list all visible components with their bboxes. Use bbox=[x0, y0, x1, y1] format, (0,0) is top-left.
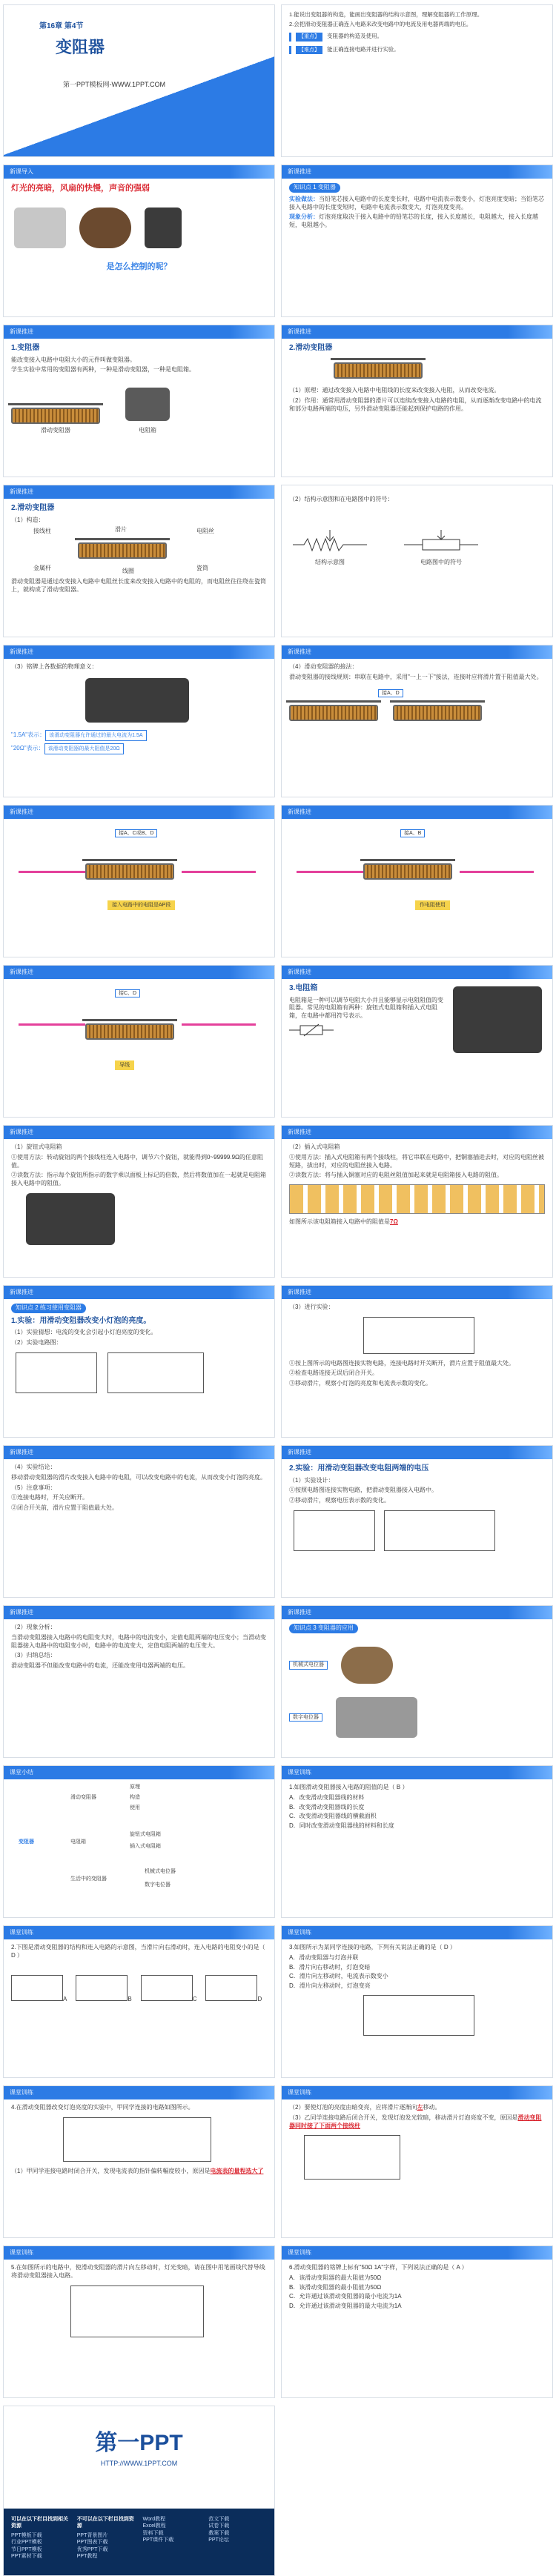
quiz-4-slide[interactable] bbox=[3, 2085, 275, 2238]
rheostat-image bbox=[393, 705, 482, 721]
quiz-option[interactable]: D．滑片向左移动时，灯泡变亮 bbox=[289, 1982, 371, 1990]
text: 能改变接入电路中电阻大小的元件叫做变阻器。 bbox=[11, 356, 136, 363]
nameplate-slide[interactable] bbox=[3, 645, 275, 797]
footer-link[interactable]: 试卷下载 bbox=[208, 2523, 230, 2529]
quiz-option[interactable]: C．滑片向左移动时，电流表示数变小 bbox=[289, 1973, 388, 1980]
answer: 该滑动变阻器的最大阻值是20Ω bbox=[44, 743, 124, 754]
knob-box-image bbox=[26, 1193, 115, 1245]
text: ②读数方法：将与插入铜塞对应的电阻丝阻值加起来就是电阻箱接入电路的阻值。 bbox=[289, 1172, 503, 1179]
brand-url[interactable]: HTTP://WWW.1PPT.COM bbox=[100, 2459, 178, 2467]
caption: 电路图中的符号 bbox=[420, 558, 462, 565]
row-3 bbox=[0, 325, 556, 477]
tree-leaf: 插入式电阻箱 bbox=[130, 1844, 161, 1849]
quiz-1-slide[interactable] bbox=[281, 1765, 553, 1918]
quiz-option[interactable]: C．改变滑动变阻器线的横截面积 bbox=[289, 1813, 377, 1820]
quiz-option[interactable]: C．允许通过该滑动变阻器的最小电流为1A bbox=[289, 2293, 402, 2300]
quiz-7-slide[interactable] bbox=[281, 2245, 553, 2398]
label: "1.5A"表示： bbox=[11, 731, 46, 738]
slide-bar: 新课推进 bbox=[282, 1126, 552, 1139]
text: ①按照电路图连接实物电路，把滑动变阻器接入电路中。 bbox=[289, 1487, 437, 1494]
footer-link[interactable]: 节日PPT模板 bbox=[11, 2546, 42, 2552]
row-14 bbox=[0, 2085, 556, 2238]
slide-bar: 课堂训练 bbox=[282, 1926, 552, 1939]
quiz-option[interactable]: B bbox=[128, 1995, 132, 2002]
footer-row bbox=[0, 2406, 556, 2576]
footer-link[interactable]: 范文下载 bbox=[208, 2517, 230, 2522]
text: （3）归纳总结： bbox=[11, 1652, 56, 1659]
text: ①连接电路时，开关应断开。 bbox=[11, 1494, 88, 1501]
wire bbox=[182, 871, 256, 873]
footer-link[interactable]: 优秀PPT下载 bbox=[76, 2546, 108, 2552]
answer: 左 bbox=[417, 2104, 423, 2111]
diff-text: 能正确连接电路并进行实验。 bbox=[327, 45, 400, 53]
quiz-option[interactable]: D．同时改变滑动变阻器线的材料和长度 bbox=[289, 1822, 394, 1830]
tree-leaf: 构造 bbox=[130, 1795, 140, 1800]
plug-box-slide[interactable] bbox=[281, 1125, 553, 1278]
quiz-option[interactable]: B．该滑动变阻器的最小阻值为50Ω bbox=[289, 2283, 382, 2291]
slide-bar: 新课推进 bbox=[4, 1286, 274, 1299]
sliding-rheostat-slide[interactable] bbox=[281, 325, 553, 477]
rheostat-image bbox=[85, 863, 174, 880]
heading: 1.变阻器 bbox=[11, 344, 40, 352]
slide-bar: 课堂训练 bbox=[282, 1766, 552, 1779]
objective-2: 2.会把滑动变阻器正确连入电路来改变电路中的电流及用电器两端的电压。 bbox=[289, 21, 472, 28]
part-label: 滑片 bbox=[115, 526, 127, 534]
text: 滑动变阻器是通过改变接入电路中电阻丝长度来改变接入电路中的电阻的，而电阻丝往往绕在瓷筒上，就构成了滑动变阻器。 bbox=[11, 578, 266, 594]
option-diagram bbox=[11, 1975, 63, 2001]
structure-slide[interactable] bbox=[3, 485, 275, 637]
text: ①使用方法：插入式电阻箱有两个接线柱，将它串联在电路中，把铜塞插进去时，对应的电阻丝被短路，拔出时，对应的电阻丝接入电路。 bbox=[289, 1153, 544, 1169]
text: （5）注意事项： bbox=[11, 1484, 56, 1491]
row-11 bbox=[0, 1605, 556, 1758]
caption: 机械式电位器 bbox=[289, 1661, 328, 1669]
tree-root: 变阻器 bbox=[19, 1839, 34, 1845]
text: （2）插入式电阻箱 bbox=[289, 1143, 340, 1150]
footer-col-title: 不可以在以下栏目找到资源 bbox=[76, 2517, 134, 2529]
wiring-cd-slide[interactable] bbox=[3, 965, 275, 1118]
wire bbox=[19, 871, 85, 873]
answer: 电流表的量程选大了 bbox=[210, 2167, 264, 2174]
wiring-ac-slide[interactable] bbox=[3, 805, 275, 957]
usage-slide[interactable] bbox=[281, 645, 553, 797]
footer-link[interactable]: PPT素材下载 bbox=[11, 2554, 42, 2560]
footer-link[interactable]: PPT教程 bbox=[76, 2554, 98, 2560]
slide-bar: 新课推进 bbox=[282, 1606, 552, 1619]
slide-bar: 新课推进 bbox=[4, 645, 274, 659]
tree-node: 电阻箱 bbox=[70, 1839, 86, 1845]
circuit-photo bbox=[70, 2285, 204, 2337]
part-label: 瓷筒 bbox=[196, 565, 208, 572]
circuit-photo bbox=[363, 1995, 474, 2036]
answer: 该滑动变阻器允许通过的最大电流为1.5A bbox=[45, 730, 146, 741]
row-15 bbox=[0, 2245, 556, 2398]
slide-bar: 新课推进 bbox=[4, 806, 274, 819]
slide-bar: 课堂训练 bbox=[282, 2246, 552, 2260]
text: ②移动滑片，观察电压表示数的变化。 bbox=[289, 1497, 390, 1504]
key-tag: 【重点】 bbox=[296, 33, 322, 41]
k1-review-slide[interactable] bbox=[281, 165, 553, 317]
footer-slide[interactable] bbox=[3, 2406, 275, 2576]
footer-link[interactable]: PPT图表下载 bbox=[76, 2540, 108, 2546]
wire bbox=[19, 1023, 85, 1026]
text: ②读数方法：指示每个旋钮所指示的数字乘以面板上标记的倍数，然后将数值加在一起就是电阻箱接入电路中的阻值。 bbox=[11, 1172, 266, 1187]
text: （3）进行实验： bbox=[289, 1304, 334, 1310]
design-slide[interactable] bbox=[281, 1285, 553, 1438]
connection-pill: 接A、D bbox=[378, 689, 403, 697]
potentiometer-image bbox=[341, 1647, 393, 1684]
slide-bar: 新课推进 bbox=[282, 1286, 552, 1299]
heading: 2.滑动变阻器 bbox=[11, 504, 55, 512]
text: ①按上图所示的电路图连接实物电路，连接电路时开关断开，滑片应置于阻值最大处。 bbox=[289, 1359, 514, 1367]
cover-title: 变阻器 bbox=[56, 37, 105, 56]
rheostat-image bbox=[78, 542, 167, 559]
text: ②闭合开关前，滑片应置于阻值最大处。 bbox=[11, 1504, 118, 1512]
tree-node: 生活中的变阻器 bbox=[70, 1876, 107, 1882]
option-diagram bbox=[141, 1975, 193, 2001]
text: 当滑动变阻器接入电路中的电阻变大时，电路中的电流变小，定值电阻两端的电压变小；当滑动变阻器接入电路中的电阻变小时，电路中的电流变大，定值电阻两端的电压变大。 bbox=[11, 1633, 266, 1649]
text: （2）要使灯泡的亮度由暗变亮，应将滑片逐渐向 bbox=[289, 2104, 417, 2111]
exp2-slide[interactable] bbox=[281, 1445, 553, 1598]
text: 移动滑动变阻器的滑片改变接入电路中的电阻，可以改变电路中的电流，从而改变小灯泡的亮度。 bbox=[11, 1473, 266, 1481]
answer: 滑动变阻器同时接了下面两个接线柱 bbox=[289, 2114, 542, 2129]
slide-bar: 新课推进 bbox=[282, 806, 552, 819]
text: （1）甲同学连接电路时闭合开关，发现电流表的指针偏转幅度较小，原因是 bbox=[11, 2167, 211, 2174]
footer-link[interactable]: 教案下载 bbox=[208, 2530, 230, 2536]
option-diagram bbox=[76, 1975, 128, 2001]
connection-pill: 接A、B bbox=[400, 829, 425, 837]
caption: 数字电位器 bbox=[289, 1713, 322, 1722]
footer-link[interactable]: 行业PPT模板 bbox=[11, 2540, 42, 2546]
text: ②检查电路连接无误后闭合开关。 bbox=[289, 1370, 378, 1377]
slide-bar: 新课推进 bbox=[4, 485, 274, 499]
slide-bar: 新课推进 bbox=[4, 1446, 274, 1459]
text: 灯泡亮度取决于接入电路中的铅笔芯的长度，接入长度越长，电阻越大，接入长度越短，电阻越小。 bbox=[289, 213, 538, 229]
text: （2）现象分析： bbox=[11, 1624, 56, 1630]
quiz-option[interactable]: A．改变滑动变阻器线的材料 bbox=[289, 1793, 365, 1801]
circuit-photo bbox=[63, 2117, 211, 2162]
quiz-option[interactable]: B．改变滑动变阻器线的长度 bbox=[289, 1803, 365, 1810]
slide-bar: 课堂训练 bbox=[4, 2086, 274, 2099]
slide-bar: 新课推进 bbox=[4, 966, 274, 979]
question-stem: 4.在滑动变阻器改变灯泡亮度的实验中，甲同学连接的电路如图所示。 bbox=[11, 2104, 194, 2111]
symbol-slide[interactable] bbox=[281, 485, 553, 637]
text: 如图所示该电阻箱接入电路中的阻值是 bbox=[289, 1218, 390, 1226]
heading: 3.电阻箱 bbox=[289, 984, 318, 992]
slide-bar: 新课推进 bbox=[282, 325, 552, 339]
row-7 bbox=[0, 965, 556, 1118]
part-label: 电阻丝 bbox=[196, 528, 214, 535]
text: （1）实验设计： bbox=[289, 1476, 334, 1484]
tree-leaf: 机械式电位器 bbox=[145, 1869, 176, 1874]
chapter-label: 第16章 第4节 bbox=[39, 22, 84, 30]
text: （1）原理：通过改变接入电路中电阻线的长度来改变接入电阻，从而改变电流。 bbox=[289, 387, 500, 394]
quiz-2-slide[interactable] bbox=[3, 1925, 275, 2078]
key-point bbox=[289, 33, 545, 41]
text: （2）结构示意图和在电路图中的符号： bbox=[289, 496, 394, 502]
footer-link[interactable]: PPT背景图片 bbox=[76, 2532, 108, 2538]
lamp-image bbox=[14, 208, 66, 248]
quiz-3-slide[interactable] bbox=[281, 1925, 553, 2078]
quiz-5-slide[interactable] bbox=[281, 2085, 553, 2238]
connection-pill: 接C、D bbox=[115, 989, 140, 997]
text: 移动。 bbox=[423, 2104, 441, 2111]
question-stem: 5.在如图所示的电路中，使滑动变阻器的滑片向左移动时，灯光变暗，请在图中用笔画线代替导线将滑动变阻器接入电路。 bbox=[11, 2264, 265, 2279]
objective-1: 1.能说出变阻器的构造，能画出变阻器的结构示意图，理解变阻器的工作原理。 bbox=[289, 11, 483, 18]
resistance-box-image bbox=[125, 388, 170, 421]
diff-tag: 【难点】 bbox=[296, 46, 322, 54]
wire bbox=[460, 871, 534, 873]
highlight-note: 接入电路中的电阻是AP段 bbox=[107, 900, 175, 910]
footer-link[interactable]: PPT论坛 bbox=[208, 2537, 229, 2543]
resistance-box-symbol bbox=[289, 1023, 334, 1038]
tree-leaf: 原理 bbox=[130, 1785, 140, 1790]
row-cover bbox=[0, 4, 556, 157]
quiz-option[interactable]: D．允许通过该滑动变阻器的最大电流为1A bbox=[289, 2303, 402, 2310]
row-13 bbox=[0, 1925, 556, 2078]
label: 现象分析： bbox=[289, 213, 319, 221]
text: 学生实验中常用的变阻器有两种，一种是滑动变阻器，一种是电阻箱。 bbox=[11, 366, 195, 374]
summary-slide[interactable] bbox=[3, 1765, 275, 1918]
slide-bar: 新课推进 bbox=[4, 1126, 274, 1139]
heading: 2.实验：用滑动变阻器改变电阻两端的电压 bbox=[289, 1464, 429, 1473]
knowledge-badge: 知识点 1 变阻器 bbox=[289, 183, 340, 193]
variable-resistor-slide[interactable] bbox=[3, 325, 275, 477]
plug-box-image bbox=[289, 1184, 545, 1214]
brand-logo: 第一PPT bbox=[95, 2431, 183, 2455]
row-9 bbox=[0, 1285, 556, 1438]
fan-image bbox=[79, 208, 131, 248]
slide-bar: 新课推进 bbox=[282, 165, 552, 179]
slide-bar: 课堂训练 bbox=[4, 1926, 274, 1939]
cover-slide[interactable] bbox=[3, 4, 275, 157]
text: （4）实验结论： bbox=[11, 1464, 56, 1470]
highlight-note: 导线 bbox=[115, 1060, 134, 1070]
highlight-note: 作电阻使用 bbox=[415, 900, 450, 910]
tree-leaf: 旋钮式电阻箱 bbox=[130, 1832, 161, 1837]
text: 电阻箱是一种可以调节电阻大小并且能够显示电阻阻值的变阻器。常见的电阻箱有两种：旋钮式电阻箱和插入式电阻箱，在电路中都用符号表示。 bbox=[289, 996, 443, 1020]
quiz-option[interactable]: B．滑片向右移动时，灯泡变暗 bbox=[289, 1963, 371, 1971]
text: 滑动变阻器的接线规则：串联在电路中，采用"一上一下"接法，连接时应将滑片置于阻值最大处。 bbox=[289, 673, 543, 680]
slide-bar: 课堂训练 bbox=[282, 2086, 552, 2099]
slide-bar: 新课推进 bbox=[4, 325, 274, 339]
text: （4）滑动变阻器的接法： bbox=[289, 663, 358, 670]
caption: 结构示意图 bbox=[315, 558, 345, 565]
row-5 bbox=[0, 645, 556, 797]
speaker-image bbox=[145, 208, 182, 248]
circuit-diagram bbox=[16, 1352, 97, 1393]
nameplate-image bbox=[85, 678, 189, 723]
slide-bar: 课堂小结 bbox=[4, 1766, 274, 1779]
row-2 bbox=[0, 165, 556, 317]
slide-bar: 课堂训练 bbox=[4, 2246, 274, 2260]
row-8 bbox=[0, 1125, 556, 1278]
structure-diagram bbox=[289, 526, 371, 556]
knowledge-badge: 知识点 3 变阻器的应用 bbox=[289, 1624, 358, 1633]
circuit-photo bbox=[384, 1510, 495, 1551]
wiring-ab-slide[interactable] bbox=[281, 805, 553, 957]
conclusion-slide[interactable] bbox=[3, 1445, 275, 1598]
text: 当铅笔芯接入电路中的长度变长时，电路中电流表示数变小，灯泡亮度变暗；当铅笔芯接入电路中的长度变短时，电路中电流表示数变大，灯泡亮度变亮。 bbox=[289, 195, 544, 210]
intro-line: 灯光的亮暗，风扇的快慢，声音的强弱 bbox=[11, 184, 150, 193]
digital-potentiometer-image bbox=[336, 1697, 417, 1738]
footer-link[interactable]: PPT模板下载 bbox=[11, 2532, 42, 2538]
question-stem: 3.如图所示为某同学连接的电路，下列有关说法正确的是（ D ） bbox=[289, 1944, 456, 1951]
cover-site: 第一PPT模板网-WWW.1PPT.COM bbox=[63, 81, 165, 89]
rheostat-image bbox=[11, 408, 100, 424]
resistance-box-image bbox=[453, 986, 542, 1053]
heading: 1.实验：用滑动变阻器改变小灯泡的亮度。 bbox=[11, 1316, 151, 1325]
row-10 bbox=[0, 1445, 556, 1598]
knob-box-slide[interactable] bbox=[3, 1125, 275, 1278]
row-6 bbox=[0, 805, 556, 957]
text: ①使用方法：转动旋钮的两个接线柱连入电路中，调节六个旋钮，就能得到0~99999.9Ω的任意阻值。 bbox=[11, 1153, 264, 1169]
row-12 bbox=[0, 1765, 556, 1918]
row-4 bbox=[0, 485, 556, 637]
text: （1）旋钮式电阻箱 bbox=[11, 1143, 62, 1150]
quiz-option[interactable]: A．滑动变阻器与灯泡并联 bbox=[289, 1953, 359, 1961]
difficulty-point bbox=[289, 46, 545, 54]
slide-bar: 新课推进 bbox=[4, 1606, 274, 1619]
text: 滑动变阻器不但能改变电路中的电流，还能改变用电器两端的电压。 bbox=[11, 1662, 189, 1670]
circuit-symbol bbox=[400, 526, 482, 556]
circuit-photo bbox=[107, 1352, 204, 1393]
intro-question: 是怎么控制的呢？ bbox=[106, 262, 172, 271]
intro-slide[interactable] bbox=[3, 165, 275, 317]
tree-leaf: 数字电位器 bbox=[145, 1882, 171, 1888]
caption: 滑动变阻器 bbox=[41, 426, 70, 434]
k3-slide[interactable] bbox=[281, 1605, 553, 1758]
text: （3）铭牌上各数据的物理意义： bbox=[11, 663, 98, 670]
tree-node: 滑动变阻器 bbox=[70, 1795, 96, 1800]
text: （2）作用：通常用滑动变阻器的滑片可以连续改变接入电路的电阻，从而逐渐改变电路中的电流和部分电路两端的电压，另外滑动变阻器还能起到保护电路的作用。 bbox=[289, 397, 542, 412]
footer-link[interactable]: Excel教程 bbox=[142, 2523, 166, 2529]
footer-link[interactable]: PPT课件下载 bbox=[142, 2537, 174, 2543]
footer-link[interactable]: Word教程 bbox=[142, 2517, 166, 2522]
footer-col-title: 可以在以下栏目找到相关资源 bbox=[11, 2517, 68, 2529]
question-stem: 6.滑动变阻器的铭牌上标有"50Ω 1A"字样，下列说法正确的是（ A ） bbox=[289, 2264, 468, 2271]
analysis-slide[interactable] bbox=[3, 1605, 275, 1758]
question-stem: 2.下图是滑动变阻器的结构和连入电路的示意图，当滑片向右滑动时，连入电路的电阻变小的是（ D ） bbox=[11, 1944, 265, 1959]
resistance-box-slide[interactable] bbox=[281, 965, 553, 1118]
caption: 电阻箱 bbox=[139, 426, 156, 434]
slide-bar: 新课推进 bbox=[282, 966, 552, 979]
circuit-diagram bbox=[294, 1510, 375, 1551]
text: ③移动滑片，观察小灯泡的亮度和电流表示数的变化。 bbox=[289, 1380, 431, 1387]
k2-slide[interactable] bbox=[3, 1285, 275, 1438]
quiz-6-slide[interactable] bbox=[3, 2245, 275, 2398]
rheostat-image bbox=[363, 863, 452, 880]
wire bbox=[182, 1023, 256, 1026]
part-label: 接线柱 bbox=[33, 528, 51, 535]
quiz-option[interactable]: D bbox=[257, 1995, 262, 2002]
circuit-photo bbox=[304, 2135, 400, 2180]
objectives-slide[interactable] bbox=[281, 4, 553, 157]
quiz-option[interactable]: A．该滑动变阻器的最大阻值为50Ω bbox=[289, 2274, 382, 2281]
text: （3）乙同学连接电路后闭合开关，发现灯泡发光较暗，移动滑片灯泡亮度不变，原因是 bbox=[289, 2114, 518, 2121]
circuit-diagram bbox=[363, 1317, 474, 1354]
rheostat-image bbox=[85, 1023, 174, 1040]
connection-pill: 接A、C或B、D bbox=[115, 829, 157, 837]
quiz-option[interactable]: A bbox=[63, 1995, 67, 2002]
quiz-option[interactable]: C bbox=[192, 1995, 197, 2002]
slide-bar: 新课导入 bbox=[4, 165, 274, 179]
option-diagram bbox=[205, 1975, 257, 2001]
answer: 7Ω bbox=[390, 1218, 398, 1226]
slide-bar: 新课推进 bbox=[282, 1446, 552, 1459]
knowledge-badge: 知识点 2 练习使用变阻器 bbox=[11, 1304, 86, 1313]
rheostat-image bbox=[334, 362, 423, 379]
label: 实验做法： bbox=[289, 195, 319, 202]
question-stem: 1.如图滑动变阻器接入电路的阻值的是（ B ） bbox=[289, 1784, 408, 1790]
wire bbox=[297, 871, 363, 873]
part-label: 金属杆 bbox=[33, 565, 51, 572]
rheostat-image bbox=[289, 705, 378, 721]
key-text: 变阻器的构造及使用。 bbox=[327, 33, 383, 40]
text: （1）构造： bbox=[11, 516, 44, 523]
tree-leaf: 使用 bbox=[130, 1805, 140, 1810]
label: "20Ω"表示： bbox=[11, 745, 44, 752]
text: （1）实验猜想：电流的变化会引起小灯泡亮度的变化。 bbox=[11, 1329, 157, 1336]
heading: 2.滑动变阻器 bbox=[289, 344, 333, 352]
footer-link[interactable]: 资料下载 bbox=[142, 2530, 164, 2536]
slide-bar: 新课推进 bbox=[282, 645, 552, 659]
text: （2）实验电路图： bbox=[11, 1339, 62, 1347]
part-label: 线圈 bbox=[122, 568, 134, 575]
